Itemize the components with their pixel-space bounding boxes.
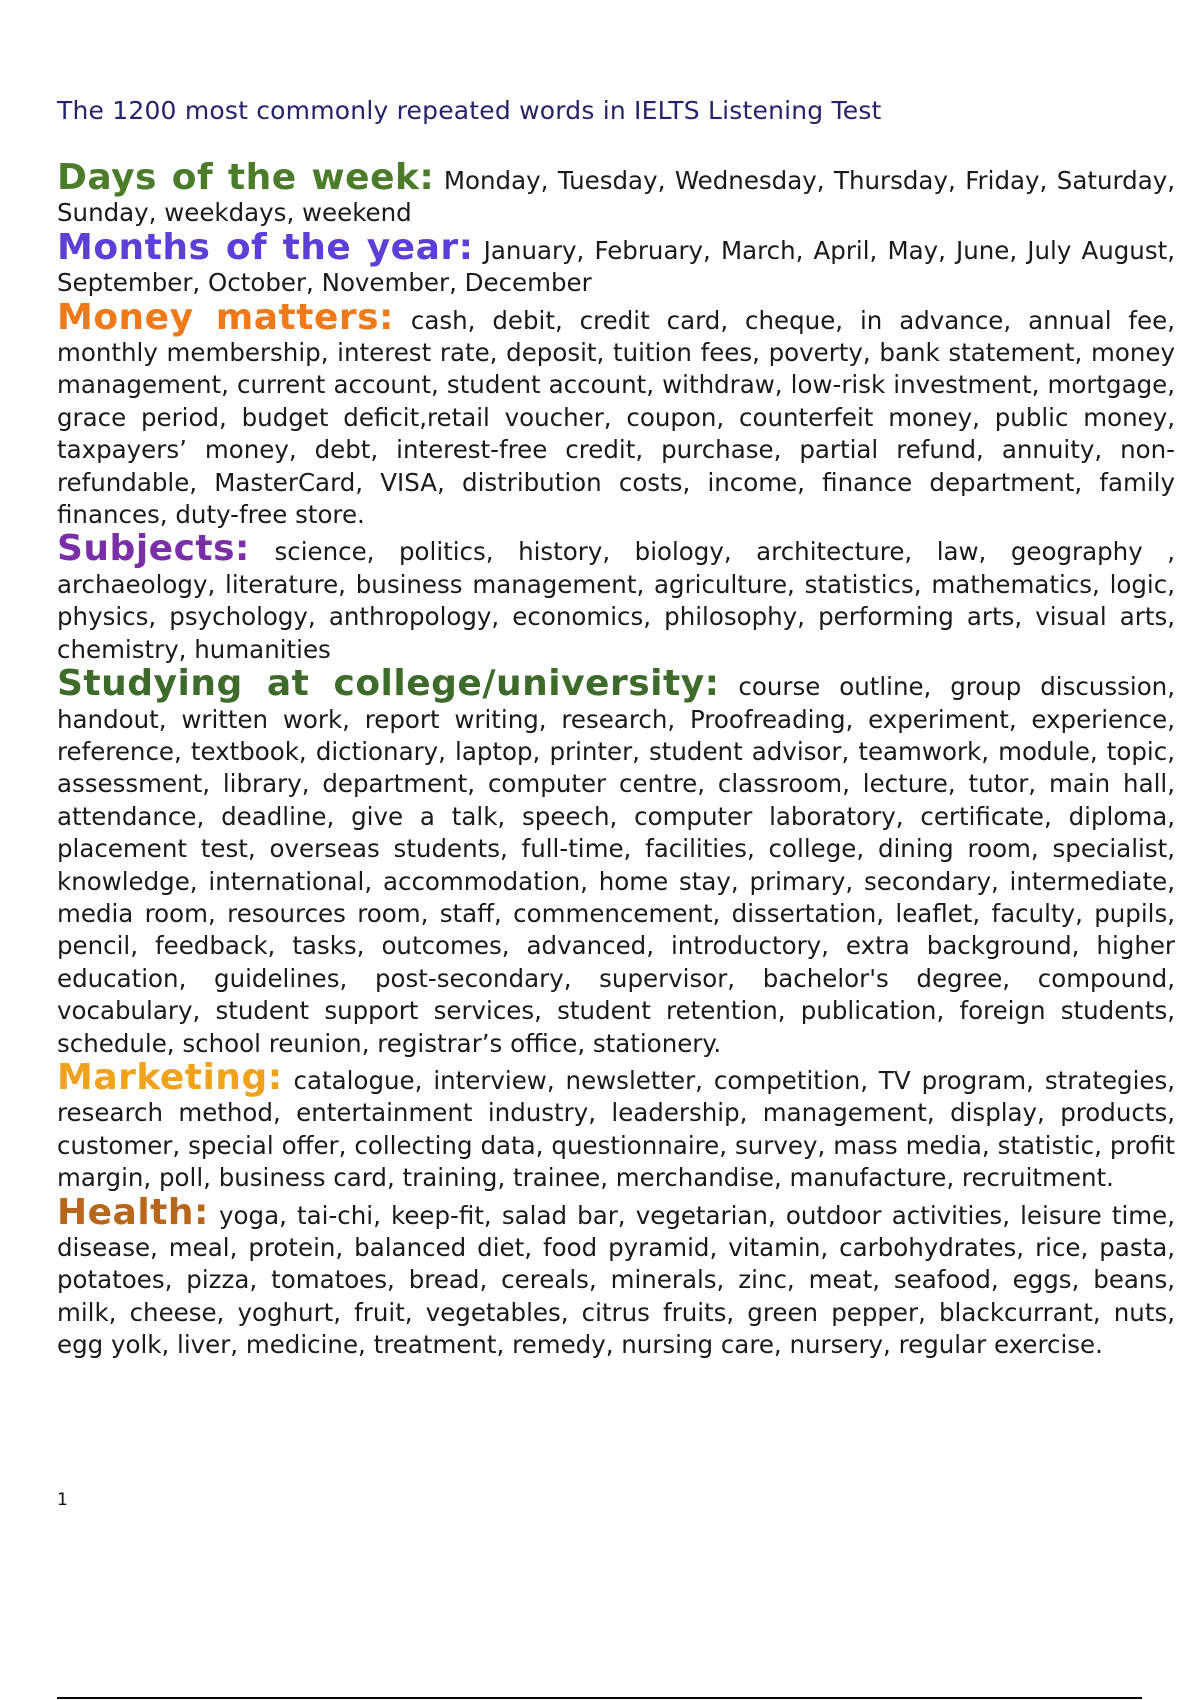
section-heading: Marketing: bbox=[57, 1056, 283, 1098]
section-health bbox=[57, 1191, 1175, 1362]
section-heading: Subjects: bbox=[57, 528, 250, 570]
section-heading: Health: bbox=[57, 1191, 209, 1233]
section-marketing bbox=[57, 1056, 1175, 1195]
section-heading: Studying at college/university: bbox=[57, 663, 720, 705]
page-title: The 1200 most commonly repeated words in IELTS Listening Test bbox=[57, 96, 882, 125]
section-text: catalogue, interview, newsletter, competition, TV program, strategies, research method, entertainment industry, leadership, management, display, products, customer, special offer, collecting data, questionnaire, survey, mass media, statistic, profit margin, poll, business card, training, trainee, merchandise, manufacture, recruitment. bbox=[57, 1065, 1175, 1193]
section-text: Monday, Tuesday, Wednesday, Thursday, Friday, Saturday, Sunday, weekdays, weekend bbox=[57, 166, 1176, 228]
section-months bbox=[57, 226, 1175, 300]
section-text: January, February, March, April, May, June, July August, September, October, November, December bbox=[57, 235, 1175, 298]
section-subjects bbox=[57, 528, 1175, 666]
footer-divider bbox=[57, 1697, 1142, 1699]
section-studying bbox=[57, 663, 1175, 1060]
section-text: course outline, group discussion, handout, written work, report writing, research, Proofreading, experiment, experience, reference, textbook, dictionary, laptop, printer, student advisor, teamwork, module, topic, assessment, library, department, computer centre, classroom, lecture, tutor, main hall, attendance, deadline, give a talk, speech, computer laboratory, certificate, diploma, placement test, overseas students, full-time, facilities, college, dining room, specialist, knowledge, international, accommodation, home stay, primary, secondary, intermediate, media room, resources room, staff, commencement, dissertation, leaflet, faculty, pupils, pencil, feedback, tasks, outcomes, advanced, introductory, extra background, higher education, guidelines, post-secondary, supervisor, bachelor's degree, compound, vocabulary, student support services, student retention, publication, foreign students, schedule, school reunion, registrar’s office, stationery. bbox=[57, 672, 1175, 1058]
section-heading: Days of the week: bbox=[57, 157, 435, 198]
document-body bbox=[57, 157, 1176, 1364]
section-text: yoga, tai-chi, keep-fit, salad bar, vegetarian, outdoor activities, leisure time, disease, meal, protein, balanced diet, food pyramid, vitamin, carbohydrates, rice, pasta, potatoes, pizza, tomatoes, bread, cereals, minerals, zinc, meat, seafood, eggs, beans, milk, cheese, yoghurt, fruit, vegetables, citrus fruits, green pepper, blackcurrant, nuts, egg yolk, liver, medicine, treatment, remedy, nursing care, nursery, regular exercise. bbox=[57, 1200, 1175, 1360]
section-money bbox=[57, 296, 1175, 532]
section-days bbox=[57, 157, 1176, 230]
section-heading: Money matters: bbox=[57, 296, 394, 338]
section-text: science, politics, history, biology, architecture, law, geography , archaeology, literature, business management, agriculture, statistics, mathematics, logic, physics, psychology, anthropology, economics, philosophy, performing arts, visual arts, chemistry, humanities bbox=[57, 537, 1175, 664]
page-number: 1 bbox=[57, 1490, 68, 1510]
section-text: cash, debit, credit card, cheque, in advance, annual fee, monthly membership, interest rate, deposit, tuition fees, poverty, bank statement, money management, current account, student account, withdraw, low-risk investment, mortgage, grace period, budget deficit,retail voucher, coupon, counterfeit money, public money, taxpayers’ money, debt, interest-free credit, purchase, partial refund, annuity, non-refundable, MasterCard, VISA, distribution costs, income, finance department, family finances, duty-free store. bbox=[57, 305, 1175, 530]
section-heading: Months of the year: bbox=[57, 226, 474, 268]
